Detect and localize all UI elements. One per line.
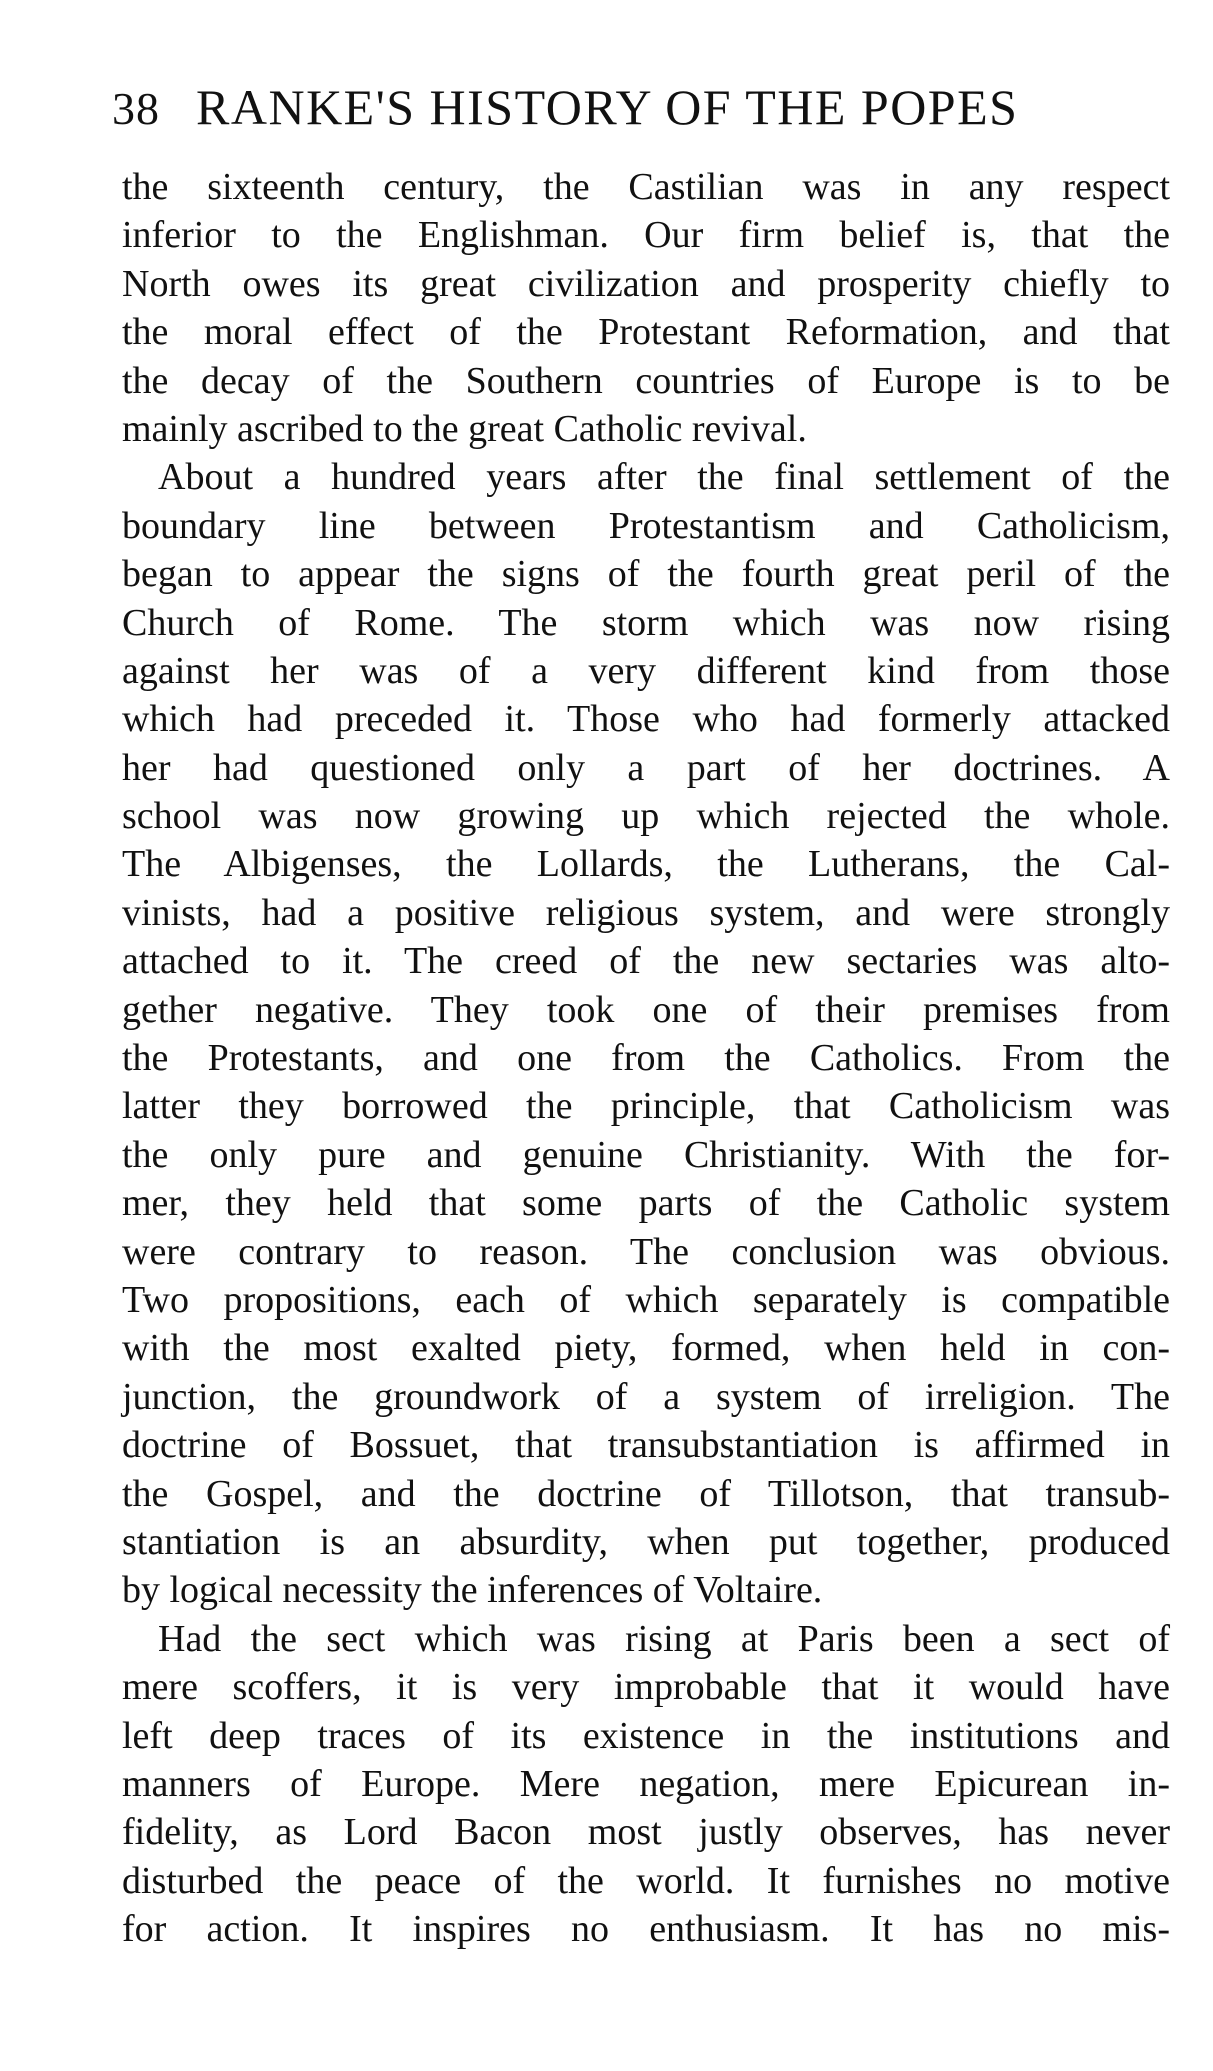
text-line: the only pure and genuine Christianity. With the for- [122, 1133, 1170, 1176]
page-number: 38 [112, 83, 160, 134]
text-line: left deep traces of its existence in the institutions and [122, 1714, 1170, 1757]
text-line: Had the sect which was rising at Paris been a sect of [158, 1617, 1170, 1660]
body-text [122, 163, 1170, 1953]
paragraph-1 [122, 163, 1170, 453]
text-line: About a hundred years after the final settlement of the [158, 456, 1170, 499]
running-head [112, 78, 1162, 158]
text-line: school was now growing up which rejected the whole. [122, 795, 1170, 838]
text-line: the sixteenth century, the Castilian was in any respect [122, 166, 1170, 208]
text-line: Two propositions, each of which separately is compatible [122, 1278, 1170, 1321]
text-line: North owes its great civilization and prosperity chiefly to [122, 262, 1170, 305]
text-line: the Gospel, and the doctrine of Tillotson, that transub- [122, 1472, 1170, 1515]
text-line: inferior to the Englishman. Our firm belief is, that the [122, 214, 1170, 257]
text-line: mainly ascribed to the great Catholic revival. [122, 407, 807, 450]
text-line: manners of Europe. Mere negation, mere Epicurean in- [122, 1762, 1170, 1805]
text-line: with the most exalted piety, formed, when held in con- [122, 1327, 1170, 1370]
text-line: gether negative. They took one of their premises from [122, 988, 1170, 1031]
text-line: her had questioned only a part of her doctrines. A [122, 746, 1170, 789]
text-line: against her was of a very different kind from those [122, 649, 1170, 692]
text-line: which had preceded it. Those who had formerly attacked [122, 698, 1170, 741]
text-line: doctrine of Bossuet, that transubstantiation is affirmed in [122, 1424, 1170, 1467]
text-line: the moral effect of the Protestant Reformation, and that [122, 311, 1170, 354]
text-line: boundary line between Protestantism and Catholicism, [122, 504, 1170, 547]
text-line: junction, the groundwork of a system of irreligion. The [122, 1375, 1170, 1418]
text-line: Church of Rome. The storm which was now rising [122, 601, 1170, 644]
text-line: attached to it. The creed of the new sectaries was alto- [122, 940, 1170, 983]
text-line: began to appear the signs of the fourth great peril of the [122, 553, 1170, 596]
text-line: fidelity, as Lord Bacon most justly observes, has never [122, 1811, 1170, 1854]
text-line: The Albigenses, the Lollards, the Lutherans, the Cal- [122, 843, 1170, 886]
text-line: stantiation is an absurdity, when put together, produced [122, 1520, 1170, 1563]
text-line: latter they borrowed the principle, that Catholicism was [122, 1085, 1170, 1128]
text-line: were contrary to reason. The conclusion was obvious. [122, 1230, 1170, 1273]
running-head-title: RANKE'S HISTORY OF THE POPES [196, 79, 1019, 135]
text-line: disturbed the peace of the world. It furnishes no motive [122, 1859, 1170, 1902]
text-line: the Protestants, and one from the Catholics. From the [122, 1037, 1170, 1080]
text-line: mer, they held that some parts of the Catholic system [122, 1182, 1170, 1225]
text-line: mere scoffers, it is very improbable that it would have [122, 1666, 1170, 1709]
text-line: vinists, had a positive religious system, and were strongly [122, 891, 1170, 934]
text-line: by logical necessity the inferences of Voltaire. [122, 1569, 823, 1612]
paragraph-3 [122, 1615, 1170, 1954]
text-line: for action. It inspires no enthusiasm. It has no mis- [122, 1908, 1170, 1951]
paragraph-2 [122, 453, 1170, 1614]
text-line: the decay of the Southern countries of Europe is to be [122, 359, 1170, 402]
